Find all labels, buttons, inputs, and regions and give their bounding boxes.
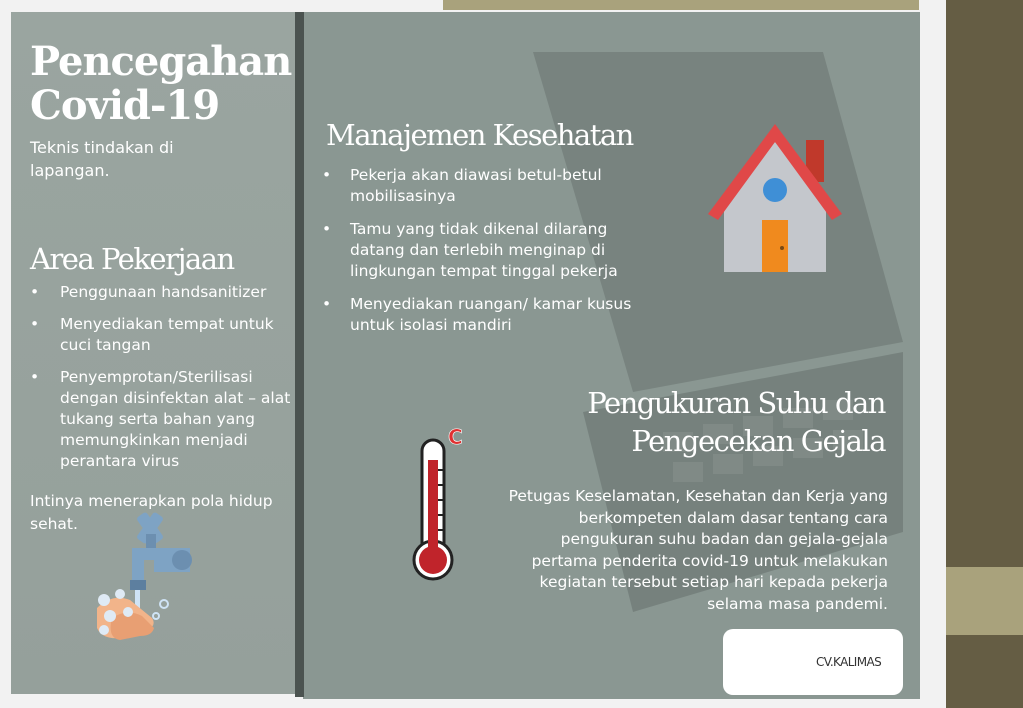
management-list — [322, 165, 652, 348]
list-item: • Menyediakan ruangan/ kamar kusus untuk isolasi mandiri — [322, 294, 652, 336]
temperature-heading — [485, 384, 885, 460]
top-accent-strip — [443, 0, 919, 10]
temperature-heading-line-1: Pengukuran Suhu dan — [587, 386, 885, 420]
area-list — [30, 282, 298, 483]
company-name: CV.KALIMAS — [816, 655, 882, 669]
thermometer-icon — [410, 420, 470, 585]
list-item: • Tamu yang tidak dikenal dilarang datang dan terlebih menginap di lingkungan tempat tinggal pekerja — [322, 219, 652, 282]
temperature-body: Petugas Keselamatan, Kesehatan dan Kerja yang berkompeten dalam dasar tentang cara pengukuran suhu badan dan gejala-gejala pertama penderita covid-19 untuk melakukan kegiatan tersebut setiap hari kepada pekerja selama masa pandemi. — [508, 487, 888, 613]
house-icon — [704, 122, 846, 274]
list-item: • Menyediakan tempat untuk cuci tangan — [30, 314, 298, 356]
list-item: • Pekerja akan diawasi betul-betul mobilisasinya — [322, 165, 652, 207]
list-item: • Penggunaan handsanitizer — [30, 282, 298, 303]
title-line-2: Covid-19 — [30, 82, 220, 129]
page-title — [30, 40, 291, 128]
area-conclusion: Intinya menerapkan pola hidup sehat. — [30, 492, 273, 533]
area-heading: Area Pekerjaan — [30, 242, 234, 276]
page-subtitle: Teknis tindakan di lapangan. — [30, 138, 174, 180]
celsius-symbol: C — [448, 425, 463, 449]
management-heading: Manajemen Kesehatan — [326, 118, 633, 152]
temperature-heading-line-2: Pengecekan Gejala — [631, 424, 885, 458]
list-item: • Penyemprotan/Sterilisasi dengan disinfektan alat – alat tukang serta bahan yang memungkinkan menjadi perantara virus — [30, 367, 298, 472]
title-line-1: Pencegahan — [30, 38, 292, 85]
washing-hands-icon — [92, 588, 162, 648]
right-accent-block — [946, 567, 1023, 635]
